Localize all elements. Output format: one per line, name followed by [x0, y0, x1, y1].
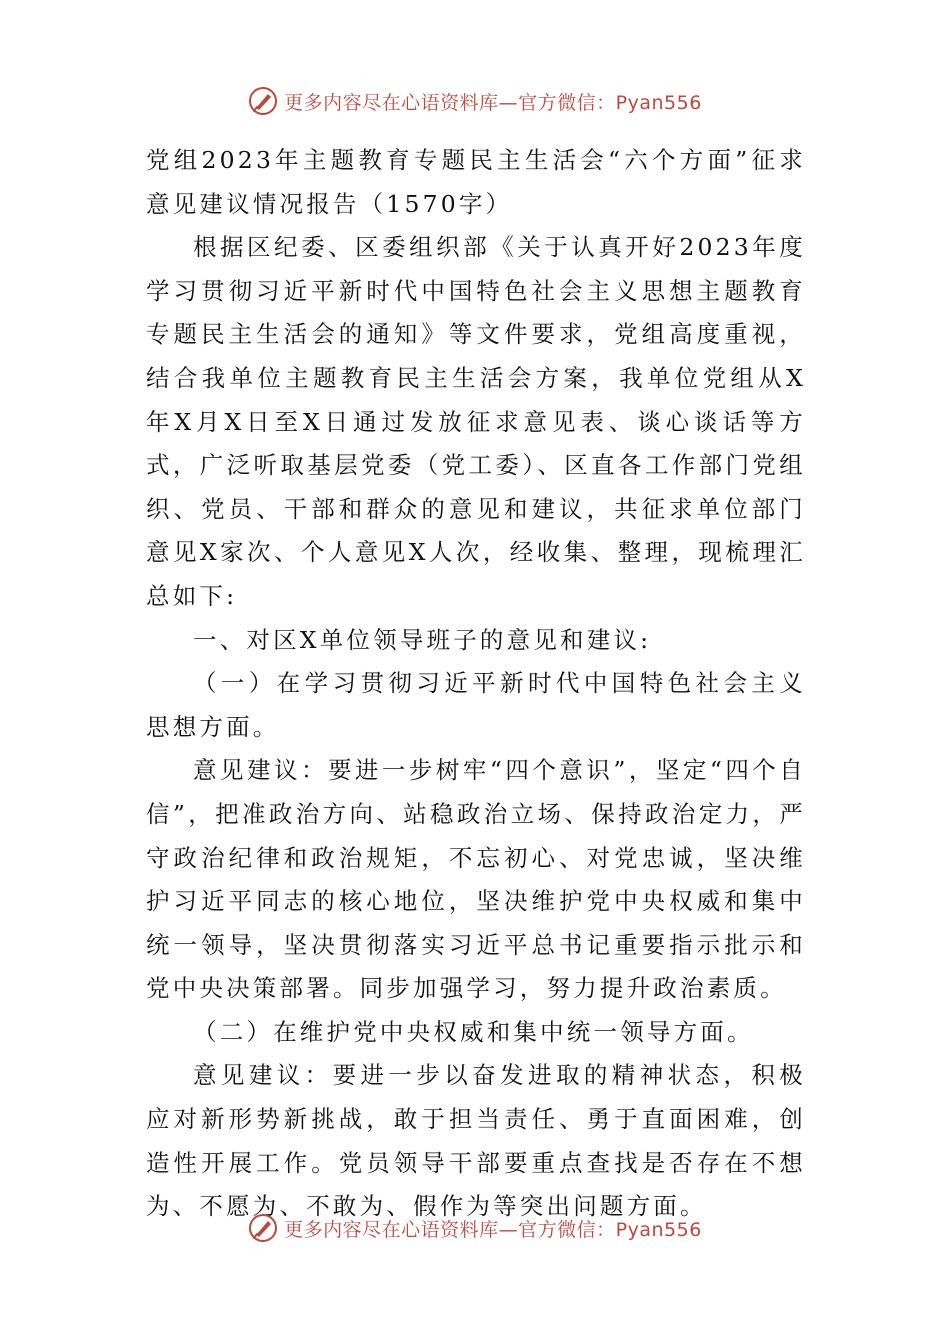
header-watermark-banner [0, 86, 950, 116]
quill-pen-icon [248, 1213, 278, 1243]
paragraph-intro: 根据区纪委、区委组织部《关于认真开好2023年度学习贯彻习近平新时代中国特色社会主义思想主题教育专题民主生活会的通知》等文件要求，党组高度重视，结合我单位主题教育民主生活会方案，我单位党组从X年X月X日至X日通过发放征求意见表、谈心谈话等方式，广泛听取基层党委（党工委）、区直各工作部门党组织、党员、干部和群众的意见和建议，共征求单位部门意见X家次、个人意见X人次，经收集、整理，现梳理汇总如下: [146, 233, 806, 610]
banner-text: 更多内容尽在心语资料库—官方微信：Pyan556 [284, 1218, 702, 1241]
paragraph-suggestion-1: 意见建议：要进一步树牢“四个意识”，坚定“四个自信”，把准政治方向、站稳政治立场、保持政治定力，严守政治纪律和政治规矩，不忘初心、对党忠诚，坚决维护习近平同志的核心地位，坚决维护党中央权威和集中统一领导，坚决贯彻落实习近平总书记重要指示批示和党中央决策部署。同步加强学习，努力提升政治素质。 [146, 756, 806, 1003]
paragraph-suggestion-2: 意见建议：要进一步以奋发进取的精神状态，积极应对新形势新挑战，敢于担当责任、勇于直面困难，创造性开展工作。党员领导干部要重点查找是否存在不想为、不愿为、不敢为、假作为等突出问题方面。 [146, 1061, 806, 1221]
banner-text: 更多内容尽在心语资料库—官方微信：Pyan556 [284, 91, 702, 114]
quill-pen-icon [248, 86, 278, 116]
document-title: 党组2023年主题教育专题民主生活会“六个方面”征求意见建议情况报告（1570字） [146, 146, 806, 218]
footer-watermark-banner [0, 1213, 950, 1243]
section-heading-1: 一、对区X单位领导班子的意见和建议: [193, 625, 652, 654]
subsection-heading-1: （一）在学习贯彻习近平新时代中国特色社会主义思想方面。 [146, 669, 806, 741]
subsection-heading-2: （二）在维护党中央权威和集中统一领导方面。 [193, 1017, 754, 1046]
document-body [146, 139, 806, 1229]
